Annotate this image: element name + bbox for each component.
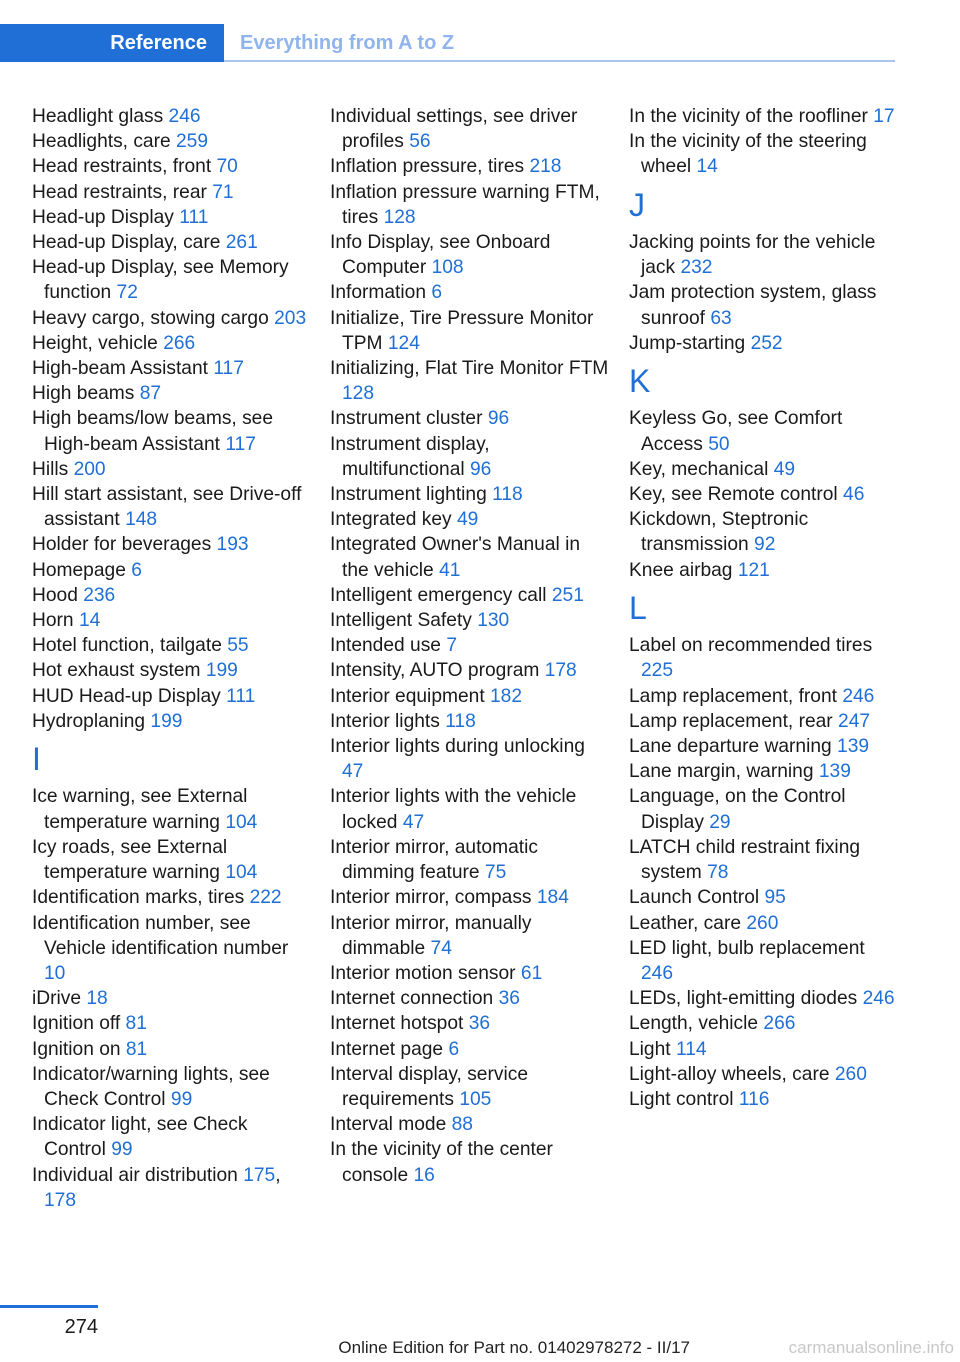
index-entry [629, 129, 899, 179]
page-link[interactable]: 260 [746, 912, 779, 934]
entry-text: Length, vehicle [629, 1013, 759, 1035]
entry-text: Instrument lighting [330, 484, 487, 506]
index-entry [629, 709, 899, 734]
page-link[interactable]: 246 [168, 106, 201, 127]
page-link[interactable]: 87 [139, 383, 162, 405]
page-link[interactable]: 47 [402, 811, 425, 833]
page-link[interactable]: 178 [544, 660, 577, 682]
entry-text: Interior lights [330, 710, 440, 732]
entry-text: Instrument display, multifunctional [330, 433, 490, 480]
index-entry [330, 911, 610, 961]
index-entry [330, 1112, 610, 1137]
section-letter: K [629, 363, 651, 400]
entry-text: Instrument cluster [330, 408, 483, 430]
entry-text: Lane margin, warning [629, 761, 814, 783]
index-entry [32, 457, 312, 482]
entry-text: Info Display, see Onboard Computer [330, 232, 551, 279]
page-link[interactable]: 111 [226, 685, 256, 707]
entry-text: Ignition off [32, 1013, 121, 1035]
page-link[interactable]: 29 [709, 811, 731, 833]
index-entry [330, 1037, 610, 1062]
page-link[interactable]: 17 [873, 106, 895, 127]
entry-text: Intelligent emergency call [330, 584, 547, 606]
index-entry [32, 356, 312, 381]
page-link[interactable]: 75 [484, 862, 507, 884]
page-link[interactable]: 18 [86, 988, 108, 1010]
index-entry [32, 306, 312, 331]
page-link[interactable]: 266 [163, 332, 196, 354]
index-entry [32, 532, 312, 557]
index-entry [629, 986, 899, 1011]
index-entry [32, 482, 312, 532]
entry-text: Lane departure warning [629, 736, 832, 758]
page-link[interactable]: 114 [675, 1038, 707, 1060]
index-column-1 [32, 104, 312, 1213]
page-link[interactable]: 124 [387, 332, 420, 354]
page-link[interactable]: 36 [498, 988, 520, 1010]
header-rule [224, 60, 895, 62]
page-link[interactable]: 47 [342, 761, 364, 783]
page-link[interactable]: 130 [477, 610, 510, 632]
page-link[interactable]: 139 [837, 736, 870, 758]
index-entry [32, 835, 312, 885]
reference-tab[interactable] [0, 24, 224, 62]
index-entry [330, 154, 610, 179]
page-link[interactable]: 108 [431, 257, 464, 279]
page-link[interactable]: 78 [707, 862, 729, 884]
index-entry: Individual air distribution 175, 178 [32, 1164, 281, 1211]
footer-rule [0, 1305, 98, 1308]
entry-text: LEDs, light-emitting diodes [629, 988, 858, 1010]
entry-text: Interval display, service requirements [330, 1063, 528, 1110]
entry-text: Kickdown, Steptronic transmission [629, 509, 809, 556]
index-entry [32, 1112, 312, 1162]
entry-text: Key, see Remote control [629, 484, 838, 506]
page-link[interactable]: 50 [708, 433, 730, 455]
entry-text: Head-up Display [32, 206, 174, 228]
page-link[interactable]: 218 [529, 156, 562, 178]
entry-text: In the vicinity of the steering wheel [629, 131, 867, 178]
page-link[interactable]: 99 [170, 1088, 193, 1110]
page-link[interactable]: 14 [78, 610, 101, 632]
index-entry [32, 180, 312, 205]
entry-text: Intended use [330, 635, 441, 657]
page-link[interactable]: 96 [487, 408, 510, 430]
page-link[interactable]: 81 [125, 1013, 147, 1035]
section-letter: J [629, 186, 645, 223]
page-link[interactable]: 88 [451, 1114, 473, 1136]
index-entry [330, 1011, 610, 1036]
index-entry [629, 230, 899, 280]
index-entry [330, 885, 610, 910]
index-entry [629, 104, 899, 129]
page-link[interactable]: 46 [843, 484, 865, 506]
page-link[interactable]: 6 [131, 559, 142, 581]
page-link[interactable]: 199 [150, 710, 183, 732]
index-entry [32, 406, 312, 456]
index-entry [629, 633, 899, 683]
page-link[interactable]: 49 [773, 458, 796, 480]
page-link[interactable]: 260 [834, 1063, 867, 1085]
page-link[interactable]: 71 [212, 181, 234, 203]
page-link[interactable]: 96 [470, 458, 492, 480]
entry-text: Holder for beverages [32, 534, 212, 556]
page-link[interactable]: 61 [520, 962, 543, 984]
index-entry [32, 709, 312, 734]
index-entry [330, 658, 610, 683]
entry-text: Homepage [32, 559, 126, 581]
index-entry [32, 1062, 312, 1112]
page-link[interactable]: 104 [225, 862, 258, 884]
page-link[interactable]: 41 [439, 559, 461, 581]
entry-text: Indicator light, see Check Control [32, 1114, 248, 1161]
entry-text: Intelligent Safety [330, 610, 472, 632]
index-entry [330, 280, 610, 305]
page-link[interactable]: 81 [125, 1038, 148, 1060]
entry-text: Interior lights during unlocking [330, 736, 585, 758]
page-link[interactable]: 10 [44, 962, 66, 984]
index-entry [32, 684, 312, 709]
entry-text: Hill start assistant, see Drive-off assistant [32, 484, 302, 531]
entry-text: Indicator/warning lights, see Check Control [32, 1063, 270, 1110]
page-link[interactable]: 105 [459, 1088, 492, 1110]
index-entry [629, 835, 899, 885]
entry-text: Internet page [330, 1038, 444, 1060]
entry-text: Keyless Go, see Comfort Access [629, 408, 843, 455]
index-entry [330, 532, 610, 582]
index-entry [32, 583, 312, 608]
index-entry [32, 205, 312, 230]
entry-text: Launch Control [629, 887, 760, 909]
index-entry [330, 633, 610, 658]
page-link[interactable]: 199 [205, 660, 238, 682]
index-entry [330, 608, 610, 633]
entry-text: Jump-starting [629, 332, 746, 354]
entry-text: Head restraints, front [32, 156, 212, 178]
entry-text: Ignition on [32, 1038, 121, 1060]
page-link[interactable]: 247 [838, 710, 871, 732]
page-link[interactable]: 118 [445, 710, 476, 732]
page-link[interactable]: 266 [763, 1013, 796, 1035]
entry-text: Language, on the Control Display [629, 786, 846, 833]
index-entry [629, 911, 899, 936]
index-entry [330, 507, 610, 532]
index-entry [32, 381, 312, 406]
entry-text: Hood [32, 584, 78, 606]
entry-text: Hydroplaning [32, 710, 146, 732]
index-entry [32, 986, 312, 1011]
entry-text: Information [330, 282, 426, 304]
page-link[interactable]: 70 [216, 156, 238, 178]
page-link[interactable]: 175 [243, 1164, 276, 1186]
index-entry [32, 608, 312, 633]
index-entry [330, 734, 610, 784]
page-link[interactable]: 74 [430, 937, 452, 959]
index-entry [330, 306, 610, 356]
index-entry [629, 759, 899, 784]
entry-text: Initialize, Tire Pressure Monitor TPM [330, 307, 594, 354]
section-title[interactable]: Everything from A to Z [240, 31, 455, 54]
page-link[interactable]: 222 [249, 887, 282, 909]
index-entry [629, 280, 899, 330]
entry-text: Icy roads, see External temperature warning [32, 836, 228, 884]
entry-text: Heavy cargo, stowing cargo [32, 307, 269, 329]
page-link[interactable]: 200 [73, 458, 106, 480]
page-link[interactable]: 261 [225, 232, 258, 254]
edition-note: Online Edition for Part no. 01402978272 - II/17 [338, 1338, 690, 1357]
entry-text: Head-up Display, care [32, 232, 221, 254]
entry-text: Head-up Display, see Memory function [32, 257, 289, 304]
page-link[interactable]: 236 [83, 584, 116, 606]
entry-text: Headlight glass [32, 106, 164, 127]
page-link[interactable]: 117 [213, 358, 244, 380]
entry-text: Horn [32, 610, 74, 632]
page-link[interactable]: 178 [44, 1189, 77, 1211]
page-link[interactable]: 16 [413, 1164, 435, 1186]
entry-text: Inflation pressure, tires [330, 156, 525, 178]
entry-text: Initializing, Flat Tire Monitor FTM [330, 358, 609, 380]
entry-text: Internet connection [330, 988, 494, 1010]
entry-text: Hotel function, tailgate [32, 635, 222, 657]
page-link[interactable]: 36 [468, 1013, 491, 1035]
entry-text: Lamp replacement, rear [629, 710, 833, 732]
index-entry [629, 457, 899, 482]
index-entry [32, 1011, 312, 1036]
page-link[interactable]: 128 [383, 206, 416, 228]
entry-text: Leather, care [629, 912, 742, 934]
index-entry [330, 784, 610, 834]
entry-text: Internet hotspot [330, 1013, 464, 1035]
index-entry [629, 1062, 899, 1087]
entry-text: Light-alloy wheels, care [629, 1063, 830, 1085]
entry-text: Interior lights with the vehicle locked [330, 786, 577, 833]
index-entry [629, 1011, 899, 1036]
index-entry [629, 885, 899, 910]
reference-tab-label: Reference [110, 31, 207, 54]
index-entry [32, 558, 312, 583]
index-entry [629, 331, 899, 356]
section-letter: I [32, 741, 41, 778]
index-entry [32, 1037, 312, 1062]
entry-text: LED light, bulb replacement [629, 937, 865, 959]
page-link[interactable]: 251 [551, 584, 584, 606]
page-link[interactable]: 252 [750, 332, 783, 354]
entry-text: Headlights, care [32, 131, 171, 153]
index-entry [629, 1037, 899, 1062]
entry-text: Jacking points for the vehicle jack [629, 232, 876, 279]
index-entry [330, 482, 610, 507]
entry-text: Lamp replacement, front [629, 685, 837, 707]
entry-text: LATCH child restraint fixing system [629, 836, 861, 884]
index-entry [32, 129, 312, 154]
entry-text: Inflation pressure warning FTM, tires [330, 181, 600, 228]
index-entry [629, 406, 899, 456]
entry-text: Hot exhaust system [32, 660, 201, 682]
page-link[interactable]: 259 [176, 131, 209, 153]
entry-text: Integrated Owner's Manual in the vehicle [330, 534, 581, 581]
entry-text: Hills [32, 458, 69, 480]
index-entry [32, 154, 312, 179]
page-link[interactable]: 104 [225, 811, 258, 833]
index-entry [330, 835, 610, 885]
entry-text: Light [629, 1038, 671, 1060]
index-entry [330, 1062, 610, 1112]
page-link[interactable]: 92 [754, 534, 776, 556]
entry-text: Jam protection system, glass sunroof [629, 282, 877, 329]
page-link[interactable]: 116 [738, 1088, 770, 1110]
index-entry [330, 684, 610, 709]
entry-text: Individual settings, see driver profiles [330, 106, 578, 153]
entry-text: Knee airbag [629, 559, 733, 581]
index-entry [32, 104, 312, 129]
page-link[interactable]: 7 [446, 635, 457, 657]
page-header [0, 0, 960, 64]
page-link[interactable]: 14 [696, 156, 718, 178]
index-entry [32, 331, 312, 356]
page-number: 274 [64, 1316, 98, 1338]
page-link[interactable]: 182 [490, 685, 523, 707]
index-entry [32, 911, 312, 987]
entry-text: Interior mirror, automatic dimming feature [330, 836, 538, 884]
index-entry [629, 936, 899, 986]
entry-text: Ice warning, see External temperature warning [32, 786, 248, 833]
entry-text: Light control [629, 1088, 734, 1110]
page-link[interactable]: 63 [710, 307, 732, 329]
index-entry [629, 507, 899, 557]
entry-text: Interval mode [330, 1114, 447, 1136]
entry-text: High-beam Assistant [32, 358, 208, 380]
index-column-2 [330, 104, 610, 1188]
entry-text: Integrated key [330, 509, 452, 531]
entry-text: High beams [32, 383, 135, 405]
index-entry [330, 180, 610, 230]
index-entry [330, 986, 610, 1011]
page-link[interactable]: 72 [116, 282, 138, 304]
index-entry [629, 482, 899, 507]
page-link[interactable]: 232 [680, 257, 713, 279]
entry-text: Key, mechanical [629, 458, 769, 480]
index-entry [32, 230, 312, 255]
page-link[interactable]: 246 [862, 988, 895, 1010]
index-entry [330, 432, 610, 482]
entry-text: Head restraints, rear [32, 181, 207, 203]
index-entry [629, 558, 899, 583]
index-entry [330, 230, 610, 280]
index-entry [330, 583, 610, 608]
index-entry [32, 633, 312, 658]
entry-text: Interior mirror, compass [330, 887, 532, 909]
entry-text: Intensity, AUTO program [330, 660, 540, 682]
page-link[interactable]: 128 [342, 383, 375, 405]
watermark: carmanualsonline.info [788, 1338, 954, 1357]
entry-text: Interior equipment [330, 685, 485, 707]
index-entry [32, 784, 312, 834]
page-link[interactable]: 95 [764, 887, 786, 909]
index-entry [629, 784, 899, 834]
page-link[interactable]: 121 [737, 559, 770, 581]
index-entry [629, 734, 899, 759]
page-link[interactable]: 6 [448, 1038, 460, 1060]
entry-text: Identification marks, tires [32, 887, 245, 909]
index-entry [330, 406, 610, 431]
index-column-3 [629, 104, 899, 1112]
page-link[interactable]: 246 [641, 962, 674, 984]
entry-text: Individual air distribution [32, 1164, 238, 1186]
page-link[interactable]: 118 [492, 484, 523, 506]
page-link[interactable]: 6 [431, 282, 442, 304]
page-link[interactable]: 56 [409, 131, 431, 153]
page-link[interactable]: 99 [111, 1139, 133, 1161]
entry-text: Identification number, see Vehicle identification number [32, 912, 289, 959]
entry-text: Interior motion sensor [330, 962, 516, 984]
index-entry [32, 885, 312, 910]
index-entry [330, 1137, 610, 1187]
index-entry [330, 104, 610, 154]
index-entry [330, 961, 610, 986]
page-link[interactable]: 139 [818, 761, 851, 783]
index-entry [629, 684, 899, 709]
page-link[interactable]: 111 [179, 206, 209, 228]
index-entry [629, 1087, 899, 1112]
page-link[interactable]: 225 [641, 660, 674, 682]
entry-text: In the vicinity of the center console [330, 1139, 553, 1186]
entry-text: HUD Head-up Display [32, 685, 221, 707]
page-link[interactable]: 117 [225, 433, 256, 455]
entry-text: Label on recommended tires [629, 635, 873, 657]
page-link[interactable]: 184 [536, 887, 569, 909]
index-entry [330, 356, 610, 406]
entry-text: Interior mirror, manually dimmable [330, 912, 532, 959]
index-entry [32, 658, 312, 683]
page-link[interactable]: 49 [456, 509, 479, 531]
page-link[interactable]: 246 [842, 685, 875, 707]
section-letter: L [629, 589, 647, 626]
entry-text: In the vicinity of the roofliner [629, 106, 868, 127]
entry-text: Height, vehicle [32, 332, 158, 354]
page-link[interactable]: 193 [216, 534, 249, 556]
page-link[interactable]: 148 [125, 509, 158, 531]
entry-text: iDrive [32, 988, 82, 1010]
entry-text: High beams/low beams, see High-beam Assistant [32, 408, 274, 455]
page-link[interactable]: 55 [227, 635, 249, 657]
index-entry [330, 709, 610, 734]
page-link[interactable]: 203 [274, 307, 307, 329]
index-entry [32, 255, 312, 305]
